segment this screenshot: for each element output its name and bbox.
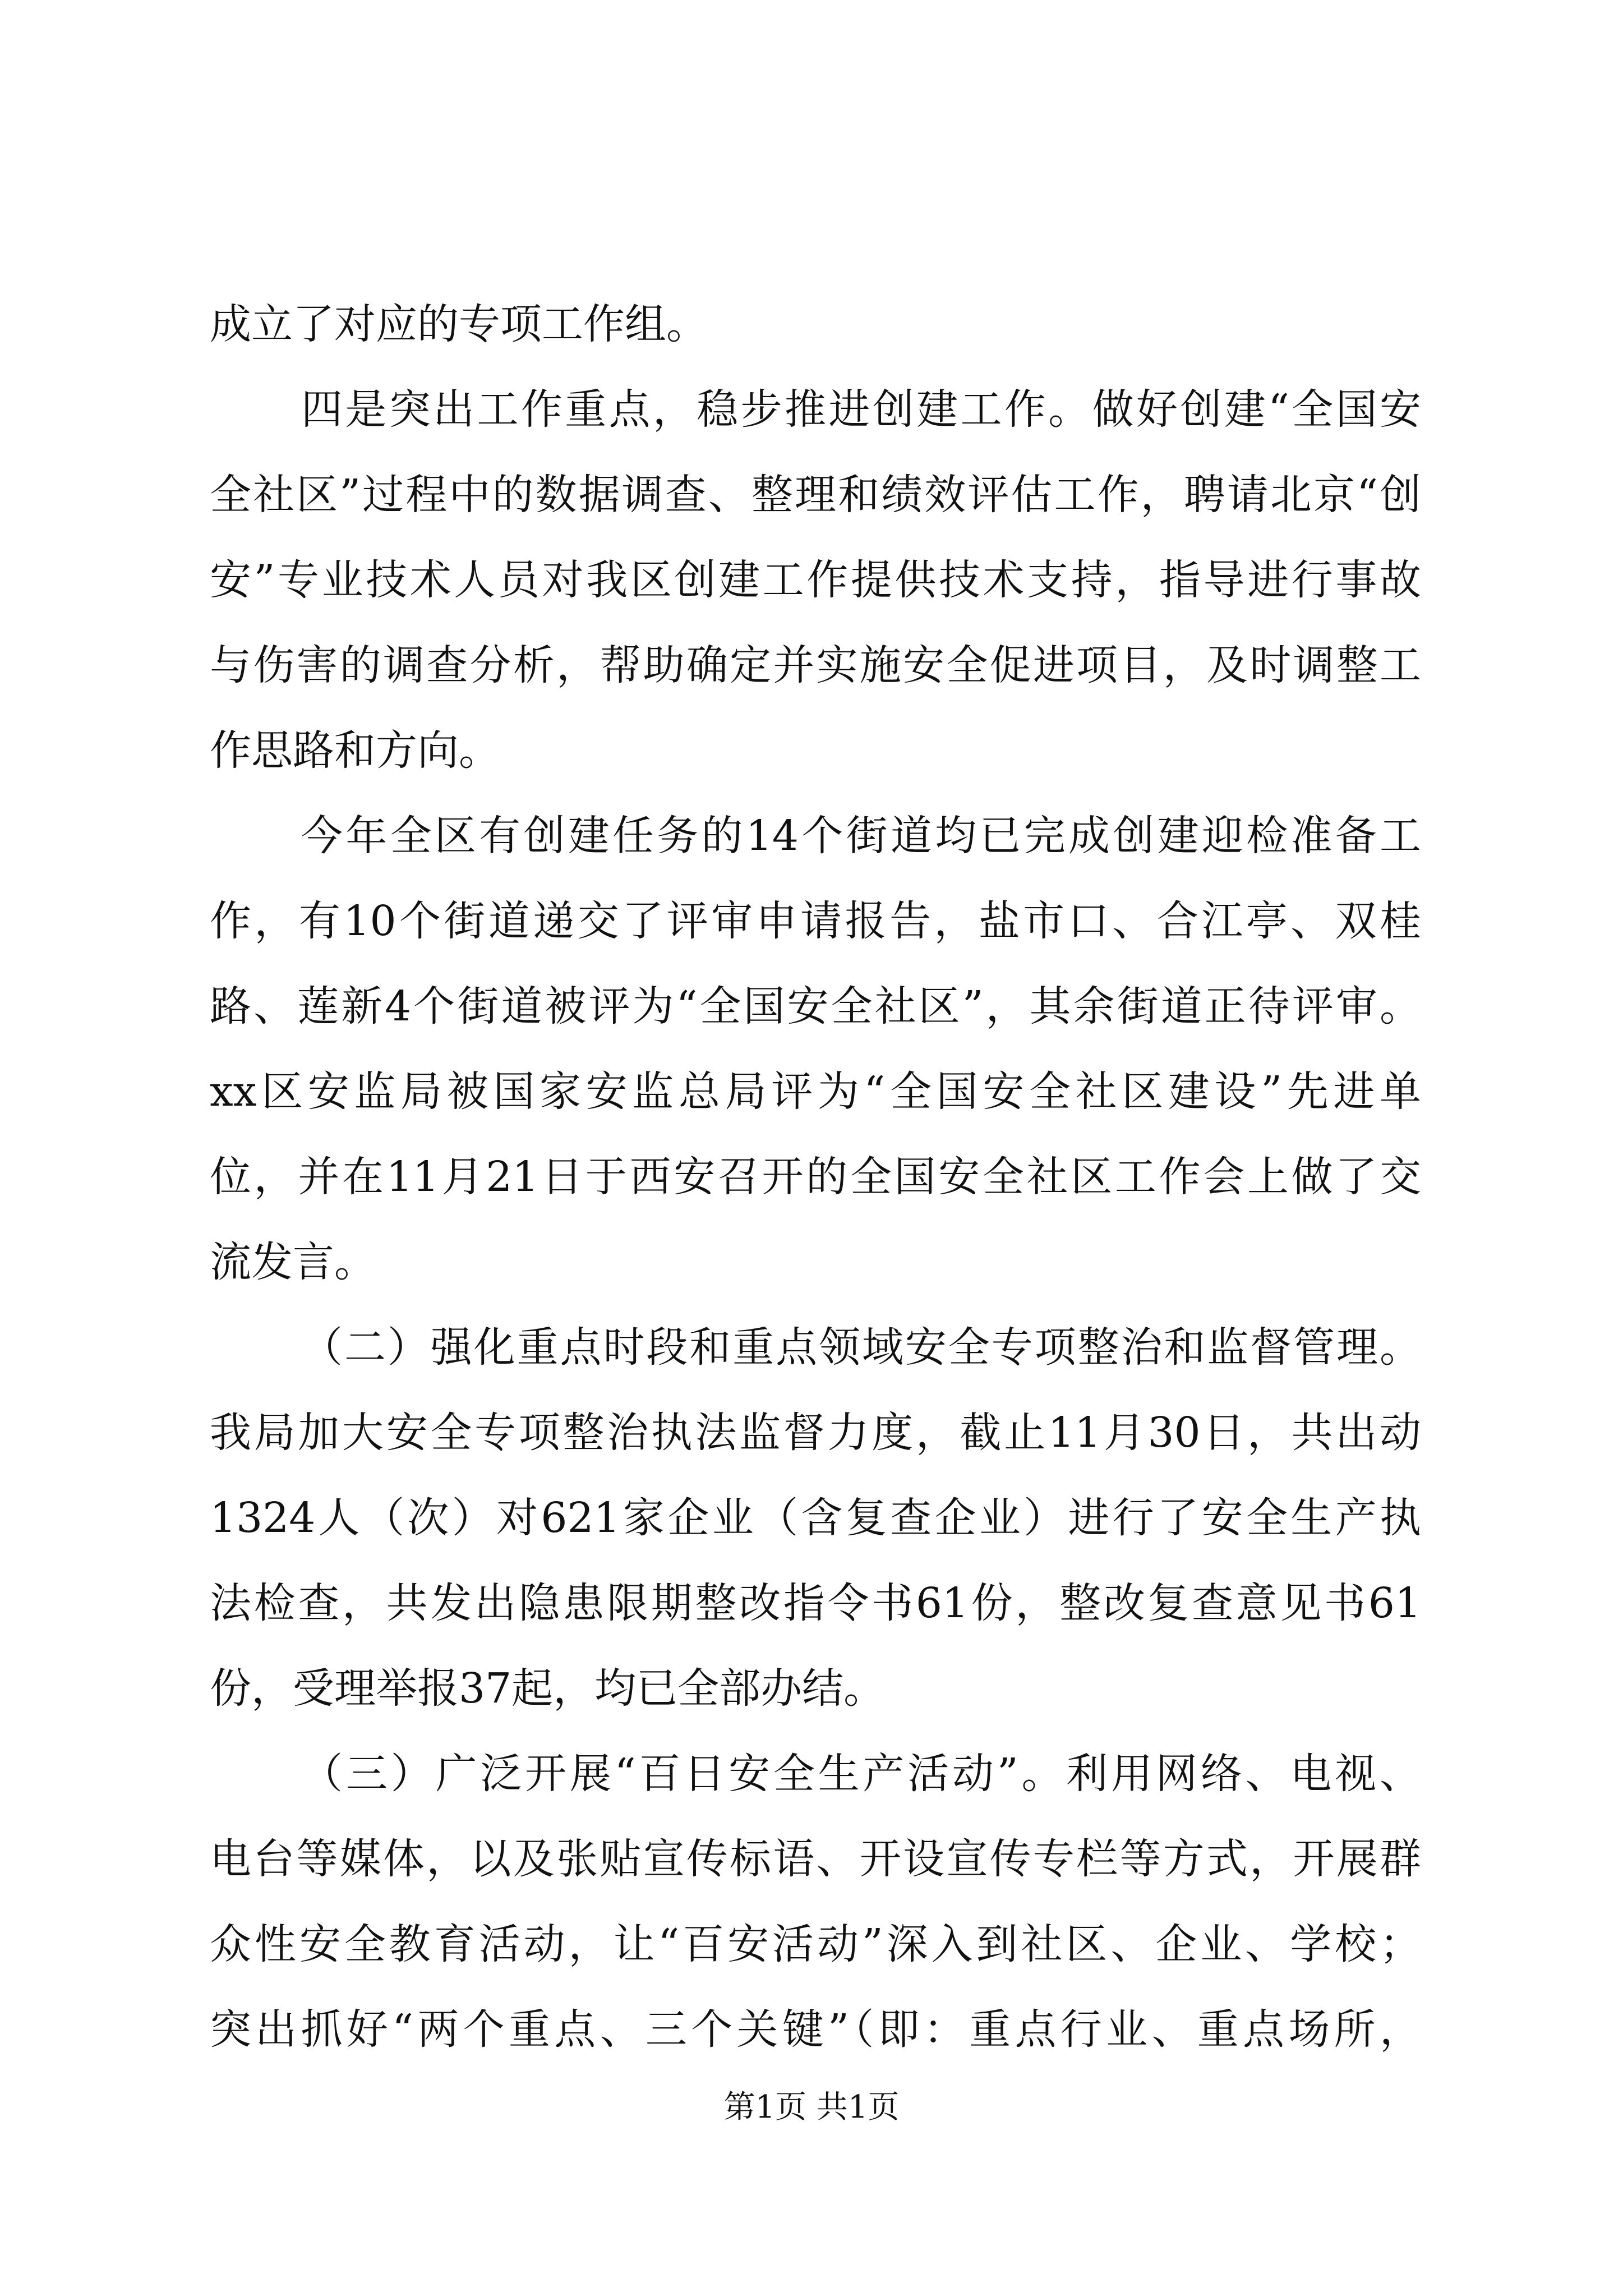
text-line-19: 电台等媒体，以及张贴宣传标语、开设宣传专栏等方式，开展群 [210,1835,1421,1883]
text-line-1: 成立了对应的专项工作组。 [210,300,708,348]
text-line-14: 我局加大安全专项整治执法监督力度，截止11月30日，共出动 [210,1409,1421,1457]
text-line-21: 突出抓好“两个重点、三个关键”（即：重点行业、重点场所， [210,2005,1421,2054]
page-footer: 第1页 共1页 [723,2089,900,2125]
text-line-4: 安”专业技术人员对我区创建工作提供技术支持，指导进行事故 [210,556,1421,604]
text-line-9: 路、莲新4个街道被评为“全国安全社区”，其余街道正待评审。 [210,982,1421,1030]
text-line-10: xx区安监局被国家安监总局评为“全国安全社区建设”先进单 [210,1068,1421,1116]
text-line-5: 与伤害的调查分析，帮助确定并实施安全促进项目，及时调整工 [210,641,1421,689]
text-line-17: 份，受理举报37起，均已全部办结。 [210,1664,886,1713]
text-line-20: 众性安全教育活动，让“百安活动”深入到社区、企业、学校； [210,1920,1421,1968]
text-line-16: 法检查，共发出隐患限期整改指令书61份，整改复查意见书61 [210,1579,1421,1627]
text-line-8: 作，有10个街道递交了评审申请报告，盐市口、合江亭、双桂 [210,897,1421,945]
text-line-11: 位，并在11月21日于西安召开的全国安全社区工作会上做了交 [210,1153,1421,1201]
text-line-3: 全社区”过程中的数据调查、整理和绩效评估工作，聘请北京“创 [210,471,1421,519]
text-line-12: 流发言。 [210,1238,376,1286]
text-line-18: （三）广泛开展“百日安全生产活动”。利用网络、电视、 [301,1750,1421,1798]
text-line-15: 1324人（次）对621家企业（含复查企业）进行了安全生产执 [210,1494,1421,1542]
text-line-6: 作思路和方向。 [210,726,500,775]
text-line-2: 四是突出工作重点，稳步推进创建工作。做好创建“全国安 [301,385,1421,434]
text-line-13: （二）强化重点时段和重点领域安全专项整治和监督管理。 [301,1323,1421,1372]
text-line-7: 今年全区有创建任务的14个街道均已完成创建迎检准备工 [301,812,1421,860]
